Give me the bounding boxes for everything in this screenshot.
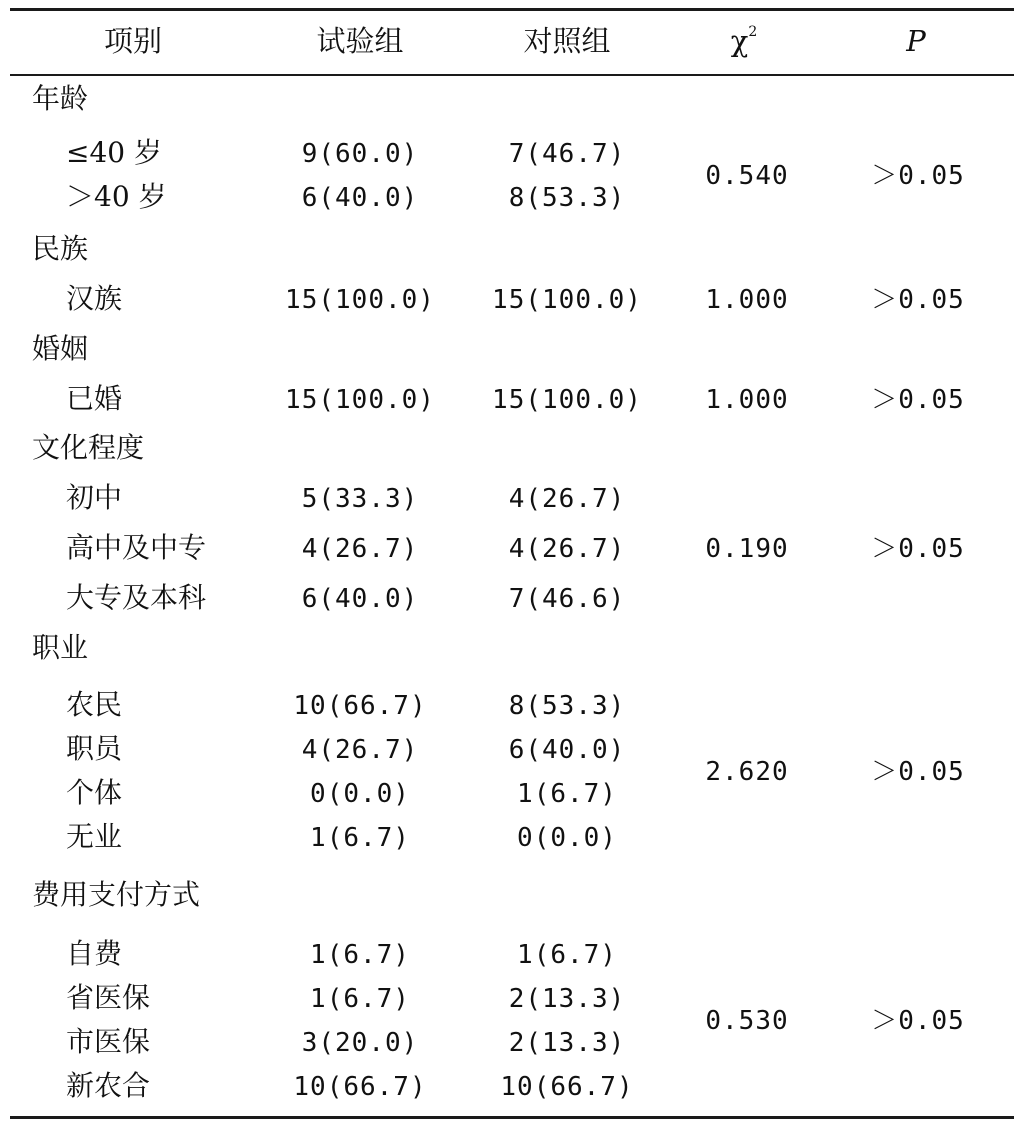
trial-value: 15(100.0) xyxy=(285,385,435,415)
control-value: 4(26.7) xyxy=(508,484,626,514)
trial-value: 5(33.3) xyxy=(301,484,419,514)
table-header-rule xyxy=(10,74,1014,76)
category-label: 职业 xyxy=(32,631,89,664)
control-value: 2(13.3) xyxy=(508,1028,626,1058)
control-value: 1(6.7) xyxy=(517,940,617,970)
row-label: 新农合 xyxy=(66,1069,151,1102)
control-value: 7(46.6) xyxy=(508,584,626,614)
category-label: 民族 xyxy=(32,232,89,265)
row-label: ＞40 岁 xyxy=(66,180,167,213)
trial-value: 1(6.7) xyxy=(310,823,410,853)
control-value: 15(100.0) xyxy=(492,285,642,315)
chi-square-value: 1.000 xyxy=(705,385,789,415)
control-value: 10(66.7) xyxy=(500,1072,634,1102)
p-value: ＞0.05 xyxy=(871,385,965,415)
control-value: 4(26.7) xyxy=(508,534,626,564)
header-control-group: 对照组 xyxy=(523,24,611,58)
chi-square-value: 2.620 xyxy=(705,757,789,787)
row-label: ≤40 岁 xyxy=(66,136,162,169)
control-value: 6(40.0) xyxy=(508,735,626,765)
control-value: 7(46.7) xyxy=(508,139,626,169)
trial-value: 9(60.0) xyxy=(301,139,419,169)
p-value: ＞0.05 xyxy=(871,757,965,787)
category-label: 年龄 xyxy=(32,82,89,115)
chi-square-value: 0.190 xyxy=(705,534,789,564)
category-label: 婚姻 xyxy=(32,332,89,365)
trial-value: 3(20.0) xyxy=(301,1028,419,1058)
trial-value: 4(26.7) xyxy=(301,735,419,765)
p-value: ＞0.05 xyxy=(871,1006,965,1036)
row-label: 市医保 xyxy=(66,1025,151,1058)
chi-square-value: 1.000 xyxy=(705,285,789,315)
control-value: 8(53.3) xyxy=(508,183,626,213)
control-value: 2(13.3) xyxy=(508,984,626,1014)
table-top-rule xyxy=(10,8,1014,11)
row-label: 初中 xyxy=(66,481,123,514)
chi-square-value: 0.530 xyxy=(705,1006,789,1036)
control-value: 1(6.7) xyxy=(517,779,617,809)
row-label: 汉族 xyxy=(66,282,123,315)
trial-value: 0(0.0) xyxy=(310,779,410,809)
trial-value: 10(66.7) xyxy=(293,1072,427,1102)
trial-value: 1(6.7) xyxy=(310,940,410,970)
control-value: 15(100.0) xyxy=(492,385,642,415)
trial-value: 1(6.7) xyxy=(310,984,410,1014)
category-label: 文化程度 xyxy=(32,431,145,464)
header-p-value: P xyxy=(906,24,926,58)
p-value: ＞0.05 xyxy=(871,285,965,315)
row-label: 已婚 xyxy=(66,382,123,415)
header-chi-square: $\chi^2$ xyxy=(730,24,758,58)
table-bottom-rule xyxy=(10,1116,1014,1119)
row-label: 个体 xyxy=(66,776,123,809)
category-label: 费用支付方式 xyxy=(32,878,201,911)
trial-value: 10(66.7) xyxy=(293,691,427,721)
trial-value: 6(40.0) xyxy=(301,584,419,614)
trial-value: 6(40.0) xyxy=(301,183,419,213)
trial-value: 15(100.0) xyxy=(285,285,435,315)
p-value: ＞0.05 xyxy=(871,161,965,191)
row-label: 无业 xyxy=(66,820,123,853)
control-value: 8(53.3) xyxy=(508,691,626,721)
p-value: ＞0.05 xyxy=(871,534,965,564)
row-label: 农民 xyxy=(66,688,123,721)
row-label: 职员 xyxy=(66,732,123,765)
row-label: 自费 xyxy=(66,937,123,970)
header-trial-group: 试验组 xyxy=(316,24,404,58)
trial-value: 4(26.7) xyxy=(301,534,419,564)
header-item: 项别 xyxy=(103,24,163,58)
row-label: 省医保 xyxy=(66,981,151,1014)
control-value: 0(0.0) xyxy=(517,823,617,853)
chi-square-value: 0.540 xyxy=(705,161,789,191)
row-label: 大专及本科 xyxy=(66,581,207,614)
row-label: 高中及中专 xyxy=(66,531,207,564)
